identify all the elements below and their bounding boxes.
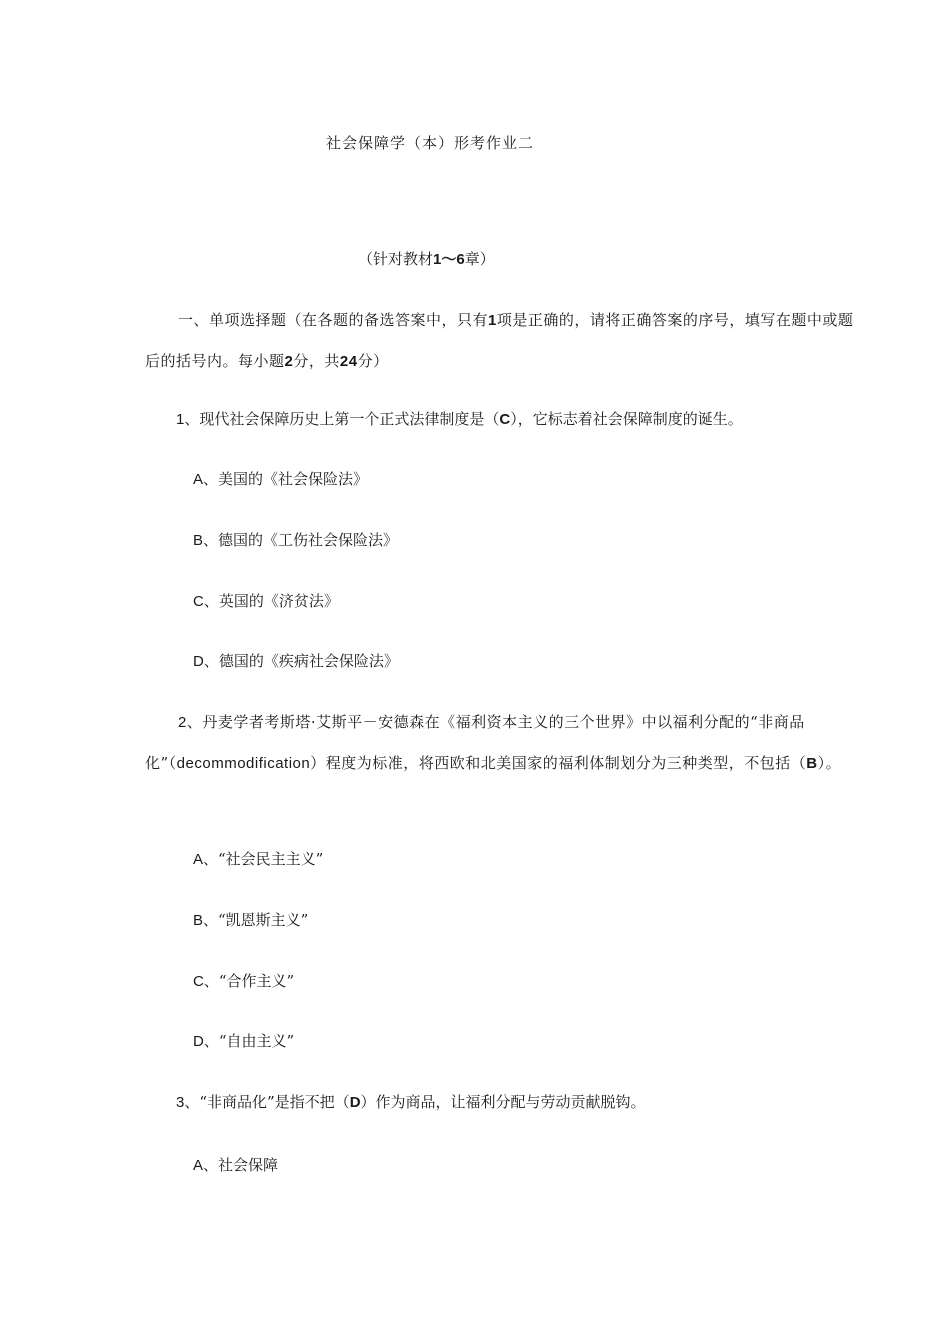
question-2: 2、丹麦学者考斯塔·艾斯平－安德森在《福利资本主义的三个世界》中以福利分配的“非商品化”（decommodification）程度为标准，将西欧和北美国家的福利体制划分为三种类型，不包括（B）。 [145,713,842,772]
question-1-option-b: B、德国的《工伤社会保险法》 [193,531,399,549]
question-1-option-d: D、德国的《疾病社会保险法》 [193,652,399,670]
question-2-option-c: C、“合作主义” [193,972,295,990]
document-title: 社会保障学（本）形考作业二 [326,134,535,152]
question-3-option-a: A、社会保障 [193,1156,279,1174]
question-2-option-d: D、“自由主义” [193,1032,295,1050]
question-3: 3、“非商品化”是指不把（D）作为商品，让福利分配与劳动贡献脱钩。 [176,1093,646,1111]
answer-3: D [349,1094,361,1111]
question-2-option-b: B、“凯恩斯主义” [193,911,309,929]
question-2-option-a: A、“社会民主主义” [193,850,324,868]
question-1-option-c: C、英国的《济贫法》 [193,592,339,610]
document-subtitle: （针对教材1～6章） [358,250,495,268]
section-heading: 一、单项选择题（在各题的备选答案中，只有1项是正确的，请将正确答案的序号，填写在题中或题后的括号内。每小题2分，共24分） [145,311,854,370]
answer-1: C [499,411,511,428]
question-1-option-a: A、美国的《社会保险法》 [193,470,369,488]
answer-2: B [806,755,818,772]
question-1: 1、现代社会保障历史上第一个正式法律制度是（C），它标志着社会保障制度的诞生。 [176,410,743,428]
